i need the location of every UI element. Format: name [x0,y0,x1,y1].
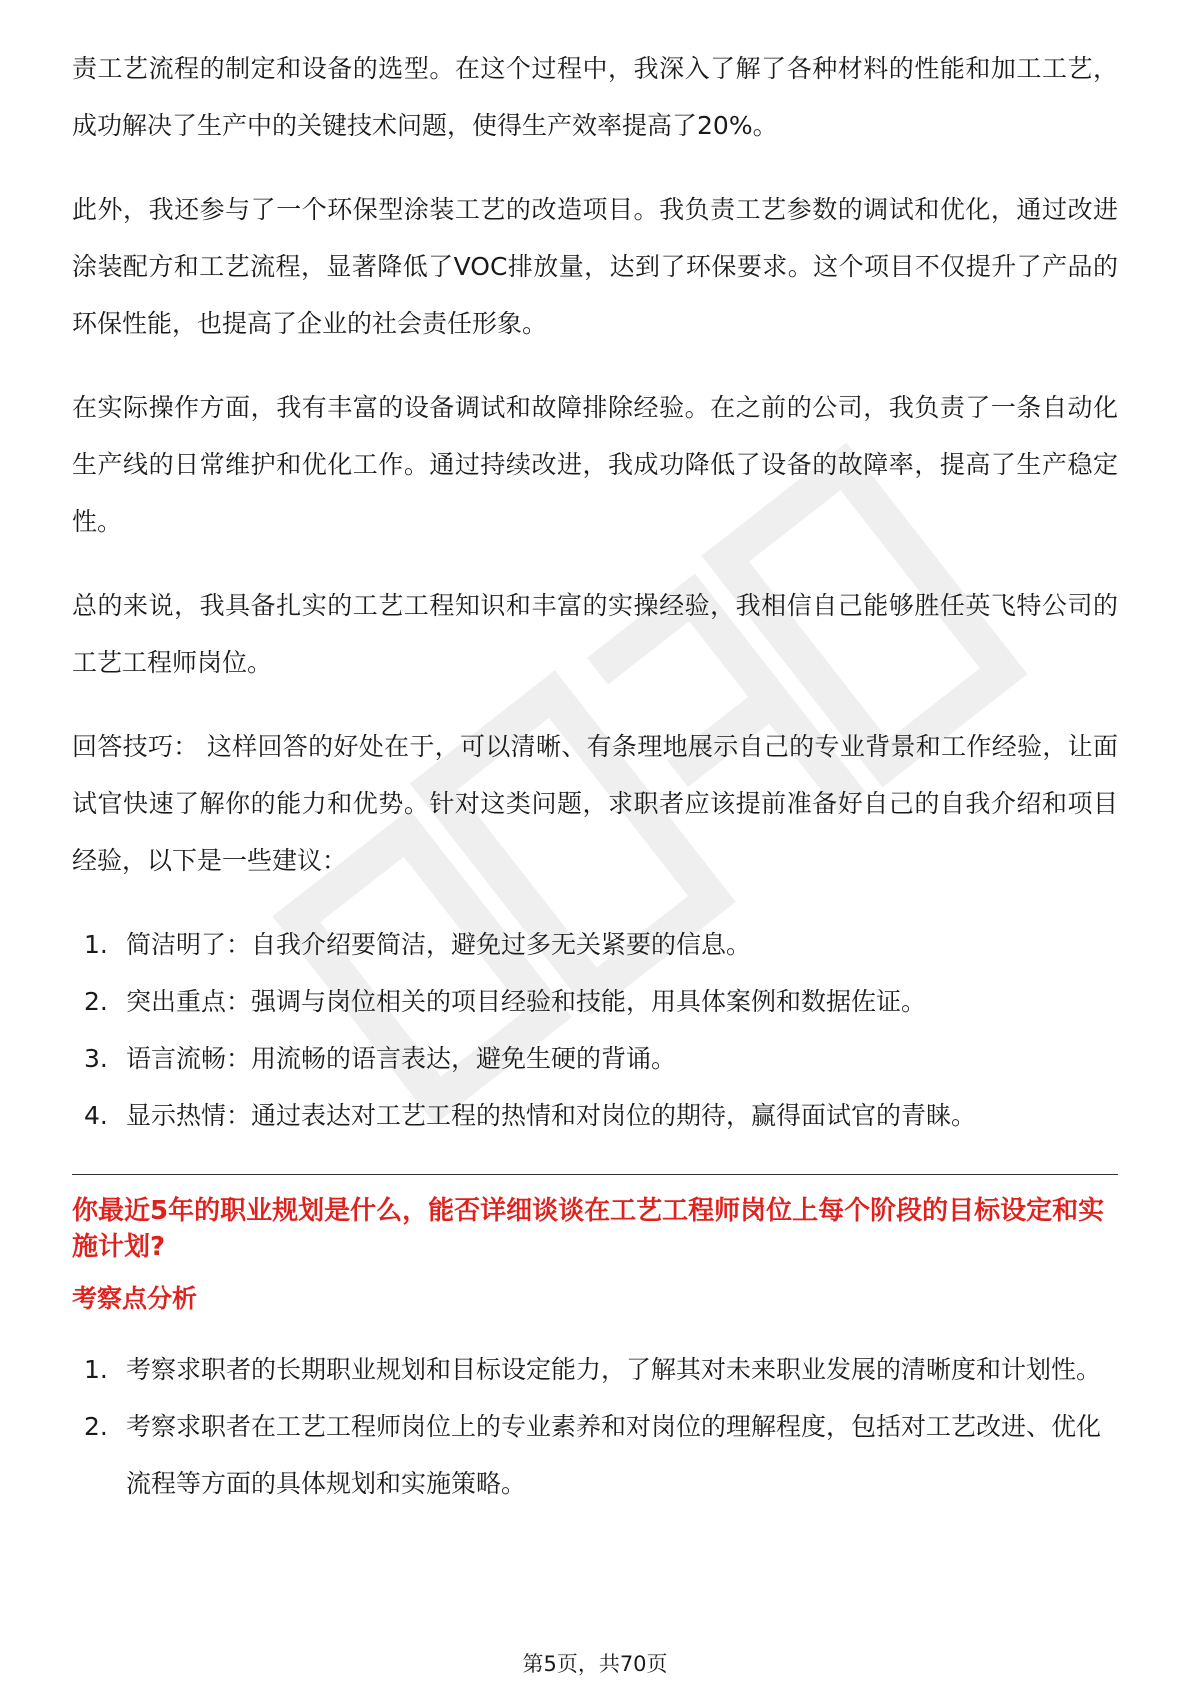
section-divider [72,1174,1118,1175]
paragraph-summary: 总的来说，我具备扎实的工艺工程知识和丰富的实操经验，我相信自己能够胜任英飞特公司的工艺工程师岗位。 [72,591,1118,677]
paragraph-operation-experience: 在实际操作方面，我有丰富的设备调试和故障排除经验。在之前的公司，我负责了一条自动化生产线的日常维护和优化工作。通过持续改进，我成功降低了设备的故障率，提高了生产稳定性。 [72,393,1118,536]
page-footer: 第5页，共70页 [522,1652,668,1676]
paragraph-project-1: 责工艺流程的制定和设备的选型。在这个过程中，我深入了解了各种材料的性能和加工工艺，成功解决了生产中的关键技术问题，使得生产效率提高了20%。 [72,54,1118,140]
analysis-heading: 考察点分析 [72,1284,198,1313]
tips-list [72,916,1118,1144]
paragraph-answer-tips: 回答技巧： 这样回答的好处在于，可以清晰、有条理地展示自己的专业背景和工作经验，让面试官快速了解你的能力和优势。针对这类问题，求职者应该提前准备好自己的自我介绍和项目经验，以下是一些建议： [72,732,1118,875]
question-heading: 你最近5年的职业规划是什么，能否详细谈谈在工艺工程师岗位上每个阶段的目标设定和实施计划? [72,1196,1105,1262]
list-item: 4. 显示热情：通过表达对工艺工程的热情和对岗位的期待，赢得面试官的青睐。 [84,1101,977,1130]
analysis-list [72,1341,1118,1512]
document-body [72,40,1118,1542]
list-item: 3. 语言流畅：用流畅的语言表达，避免生硬的背诵。 [84,1044,677,1073]
list-item: 2. 突出重点：强调与岗位相关的项目经验和技能，用具体案例和数据佐证。 [84,987,927,1016]
paragraph-project-2: 此外，我还参与了一个环保型涂装工艺的改造项目。我负责工艺参数的调试和优化，通过改进涂装配方和工艺流程，显著降低了VOC排放量，达到了环保要求。这个项目不仅提升了产品的环保性能，也提高了企业的社会责任形象。 [72,195,1118,338]
list-item: 1. 考察求职者的长期职业规划和目标设定能力，了解其对未来职业发展的清晰度和计划性。 [84,1355,1102,1384]
list-item: 2. 考察求职者在工艺工程师岗位上的专业素养和对岗位的理解程度，包括对工艺改进、优化流程等方面的具体规划和实施策略。 [84,1412,1102,1498]
list-item: 1. 简洁明了：自我介绍要简洁，避免过多无关紧要的信息。 [84,930,752,959]
